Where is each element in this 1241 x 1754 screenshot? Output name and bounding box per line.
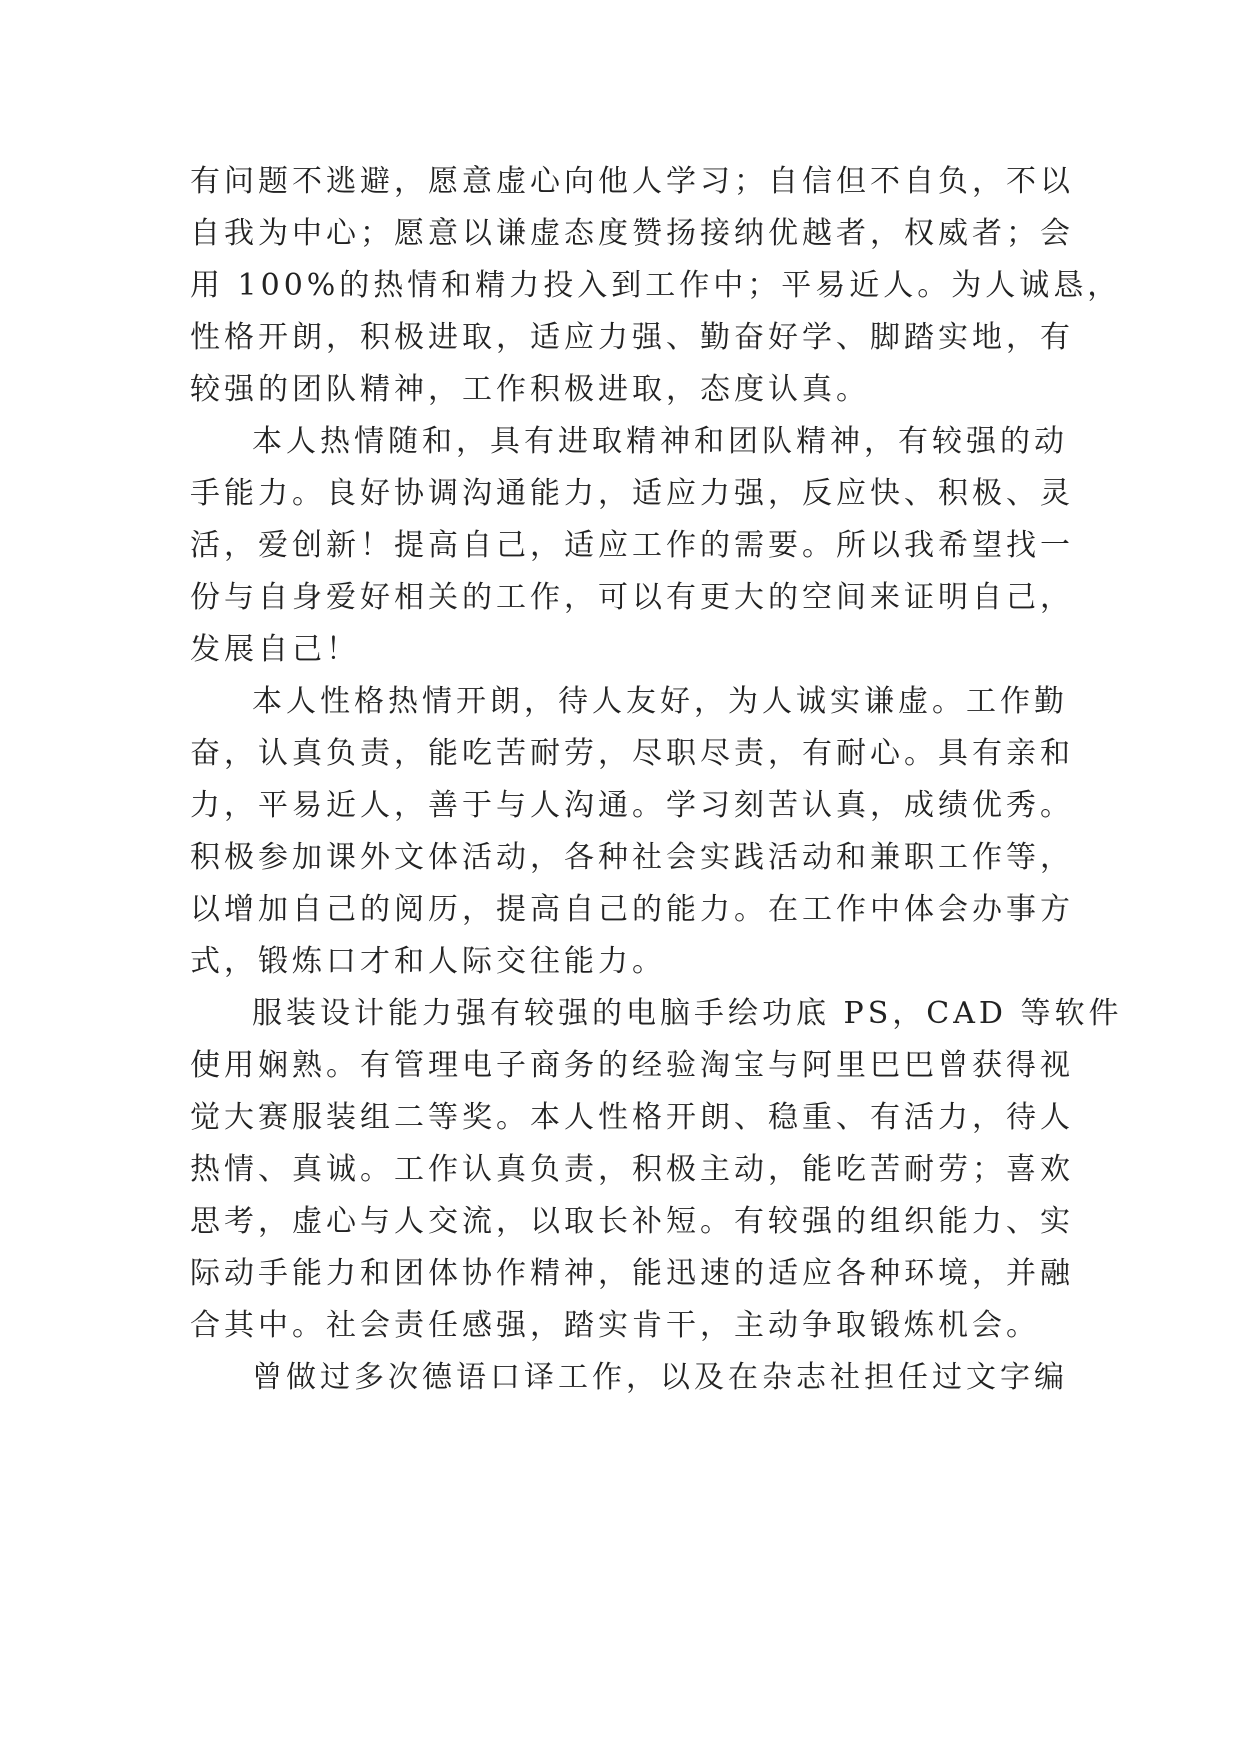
text-line: 较强的团队精神，工作积极进取，态度认真。 xyxy=(190,372,870,407)
text-line: 际动手能力和团体协作精神，能迅速的适应各种环境，并融 xyxy=(190,1256,1074,1291)
text-line: 手能力。良好协调沟通能力，适应力强，反应快、积极、灵 xyxy=(190,476,1074,511)
text-line: 式，锻炼口才和人际交往能力。 xyxy=(190,944,666,979)
text-line: 活，爱创新！提高自己，适应工作的需要。所以我希望找一 xyxy=(190,528,1074,563)
text-line: 热情、真诚。工作认真负责，积极主动，能吃苦耐劳；喜欢 xyxy=(190,1152,1074,1187)
text-line: 积极参加课外文体活动，各种社会实践活动和兼职工作等， xyxy=(190,840,1074,875)
text-line: 性格开朗，积极进取，适应力强、勤奋好学、脚踏实地，有 xyxy=(190,320,1074,355)
text-line: 奋，认真负责，能吃苦耐劳，尽职尽责，有耐心。具有亲和 xyxy=(190,736,1074,771)
text-line: 使用娴熟。有管理电子商务的经验淘宝与阿里巴巴曾获得视 xyxy=(190,1048,1074,1083)
paragraph-first-line: 服装设计能力强有较强的电脑手绘功底 PS，CAD 等软件 xyxy=(252,996,1123,1031)
text-line: 觉大赛服装组二等奖。本人性格开朗、稳重、有活力，待人 xyxy=(190,1100,1074,1135)
text-line: 发展自己！ xyxy=(190,632,360,667)
text-line: 份与自身爱好相关的工作，可以有更大的空间来证明自己， xyxy=(190,580,1074,615)
text-line: 力，平易近人，善于与人沟通。学习刻苦认真，成绩优秀。 xyxy=(190,788,1074,823)
text-line: 以增加自己的阅历，提高自己的能力。在工作中体会办事方 xyxy=(190,892,1074,927)
text-line: 合其中。社会责任感强，踏实肯干，主动争取锻炼机会。 xyxy=(190,1308,1040,1343)
paragraph-first-line: 本人热情随和，具有进取精神和团队精神，有较强的动 xyxy=(252,424,1068,459)
text-line: 用 100%的热情和精力投入到工作中；平易近人。为人诚恳， xyxy=(190,268,1122,303)
text-line: 自我为中心；愿意以谦虚态度赞扬接纳优越者，权威者；会 xyxy=(190,216,1074,251)
paragraph-first-line: 曾做过多次德语口译工作，以及在杂志社担任过文字编 xyxy=(252,1360,1068,1395)
text-line: 有问题不逃避，愿意虚心向他人学习；自信但不自负，不以 xyxy=(190,164,1074,199)
paragraph-first-line: 本人性格热情开朗，待人友好，为人诚实谦虚。工作勤 xyxy=(252,684,1068,719)
text-line: 思考，虚心与人交流，以取长补短。有较强的组织能力、实 xyxy=(190,1204,1074,1239)
